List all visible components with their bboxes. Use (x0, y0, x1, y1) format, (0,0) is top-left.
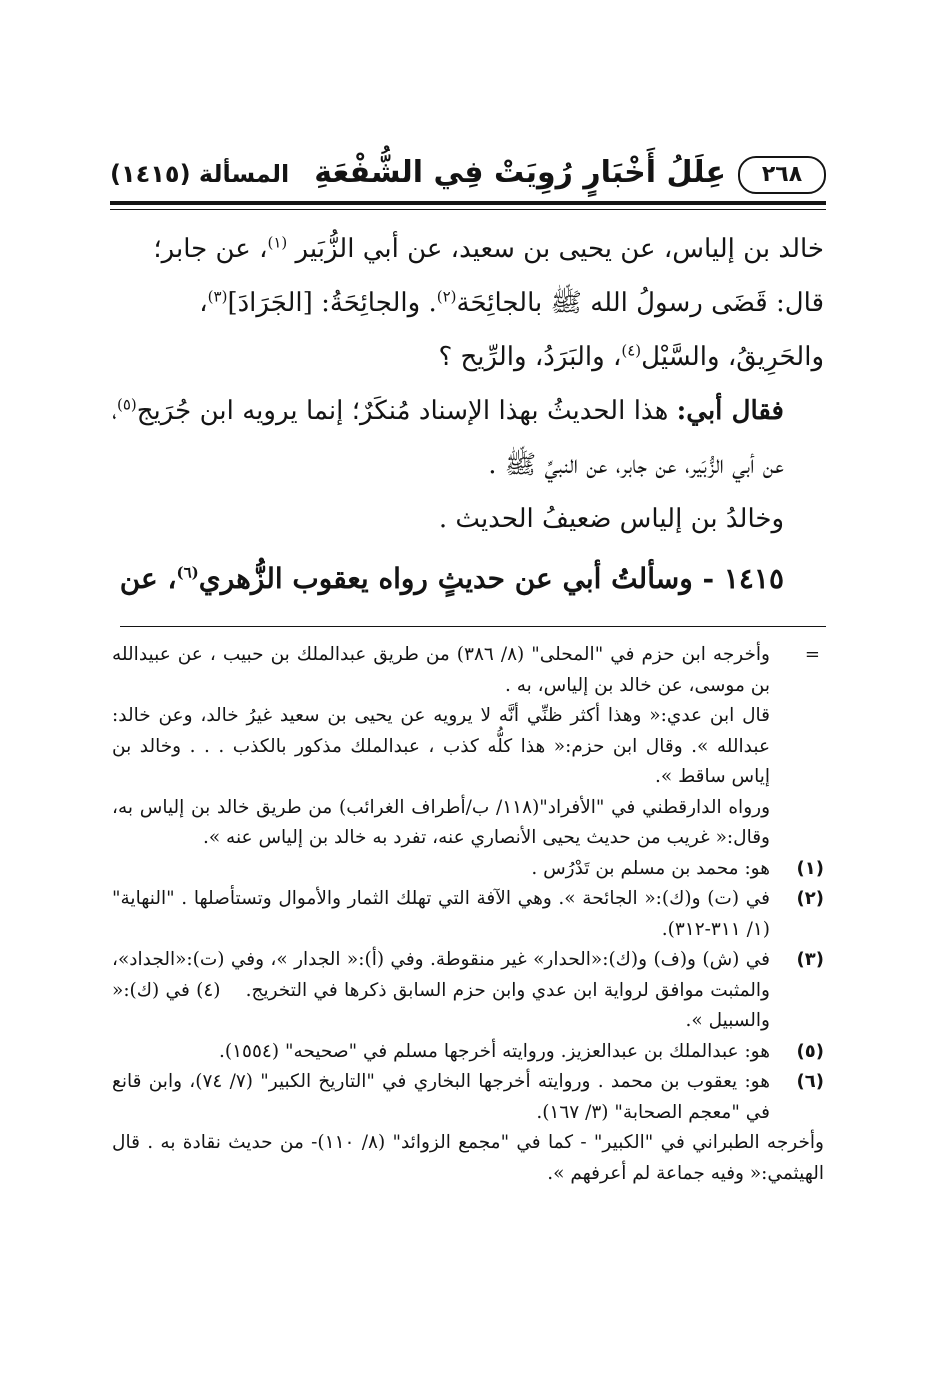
page-number-badge: ٢٦٨ (738, 156, 826, 194)
footnote-number-inline: (٤) (196, 979, 221, 1001)
footnote-ref: (٢) (436, 287, 457, 306)
footnote-text (112, 945, 770, 1037)
footnote-text: ورواه الدارقطني في "الأفراد"(١١٨/ ب/أطراف الغرائب) من طريق خالد بن إلياس به، وقال:« غريب من حديث يحيى الأنصاري عنه، تفرد به خالد بن إلياس عنه ». (112, 796, 771, 848)
footnote-number: (٣) (796, 949, 824, 970)
text-segment: عن حديثٍ رواه يعقوب الزُّهري (198, 562, 563, 595)
text-segment: في (ك):« والسبيل ». (112, 979, 770, 1031)
main-text (112, 222, 824, 606)
footnote-number: (٦) (796, 1071, 824, 1092)
footnote-text: وأخرجه ابن حزم في "المحلى" (٨/ ٣٨٦) من طريق عبدالملك بن حبيب ، عن عبيدالله بن موسى، عن خالد بن إلياس، به . (112, 644, 770, 696)
text-segment: . والجائِحَةُ: [الجَرَادَ] (227, 288, 437, 318)
text-segment: والحَرِيقُ، والسَّيْل (641, 342, 824, 372)
text-segment: ، والبَرَدُ، والرِّيح ؟ (438, 342, 622, 372)
footnote-continuation (112, 640, 824, 854)
footnote-ref: (٣) (207, 287, 228, 306)
footnote-1 (112, 854, 824, 885)
text-segment: ، عن أبي الزُّبَير، عن جابر، عن النبيِّ ﷺ . (112, 396, 784, 480)
footnote-number: (٥) (796, 1040, 824, 1062)
footnote-text: وأخرجه الطبراني في "الكبير" - كما في "مجمع الزوائد" (٨/ ١١٠)- من حديث نقادة به . قال الهيثمي:« وفيه جماعة لم أعرفهم ». (112, 1132, 824, 1184)
footnote-separator (120, 626, 826, 627)
text-segment: هذا الحديثُ بهذا الإسناد مُنكَرٌ؛ إنما يرويه ابن جُرَيج (136, 396, 677, 426)
header-rule-thin (110, 209, 826, 210)
footnote-2 (112, 884, 824, 945)
main-paragraph-2 (112, 384, 824, 492)
text-segment: ، عن جابر؛ (153, 234, 268, 264)
footnote-6-continued (112, 1128, 824, 1189)
footnote-text: هو: يعقوب بن محمد . وروايته أخرجها البخاري في "التاريخ الكبير" (٧/ ٧٤)، وابن قانع في "معجم الصحابة" (٣/ ١٦٧). (112, 1071, 770, 1123)
footnote-ref: (٦) (176, 563, 199, 582)
footnote-ref: (١) (267, 233, 288, 252)
text-segment: قال: قَضَى رسولُ الله ﷺ بالجائِحَة (456, 288, 824, 318)
main-paragraph-4 (112, 552, 824, 606)
footnote-text: هو: عبدالملك بن عبدالعزيز. وروايته أخرجها مسلم في "صحيحه" (١٥٥٤). (219, 1040, 770, 1062)
footnote-text: في (ت) و(ك):« الجائحة ». وهي الآفة التي تهلك الثمار والأموال وتستأصلها . "النهاية" (١/ ٣١١-٣١٢). (112, 888, 770, 940)
footnote-ref: (٥) (116, 395, 137, 414)
text-segment: في (ش) و(ف) و(ك):«الحدار» غير منقوطة. وفي (أ):« الجدار »، وفي (ت):«الجداد»، والمثبت موافق لرواية ابن عدي وابن حزم السابق ذكرها في التخريج. (112, 949, 770, 1001)
footnote-number: (١) (796, 857, 824, 879)
footnote-6 (112, 1067, 824, 1128)
page-header (110, 148, 826, 198)
main-line-2 (112, 276, 824, 330)
footnote-3 (112, 945, 824, 1037)
text-segment: ، عن (119, 562, 177, 595)
footnote-5 (112, 1037, 824, 1068)
footnote-ref: (٤) (621, 341, 642, 360)
main-line-1 (112, 222, 824, 276)
continuation-marker: = (804, 644, 820, 665)
issue-label: المسألة (١٤١٥) (110, 160, 290, 188)
main-paragraph-3: وخالدُ بن إلياس ضعيفُ الحديث . (438, 504, 784, 534)
text-segment: ، (199, 288, 208, 318)
text-segment: خالد بن إلياس، عن يحيى بن سعيد، عن أبي الزُّبَير (287, 234, 824, 264)
speaker-label: فقال أبي: (676, 396, 784, 426)
footnote-text: هو: محمد بن مسلم بن تَدْرُس . (531, 857, 770, 879)
issue-heading: ١٤١٥ - وسألتُ أبي (562, 562, 784, 595)
header-rule-thick (110, 201, 826, 205)
main-line-3 (112, 330, 824, 384)
footnote-text: قال ابن عدي:« وهذا أكثر ظنِّي أنَّه لا يرويه عن يحيى بن سعيد غيرُ خالد، وعن خالد: عبدالله ». وقال ابن حزم:« هذا كلُّه كذب ، عبدالملك مذكور بالكذب . . . وخالد بن إياس ساقط ». (112, 705, 770, 787)
footnote-number: (٢) (796, 888, 824, 909)
book-title: عِلَلُ أَخْبَارٍ رُوِيَتْ فِي الشُّفْعَةِ (314, 155, 726, 190)
footnotes (112, 640, 824, 1189)
